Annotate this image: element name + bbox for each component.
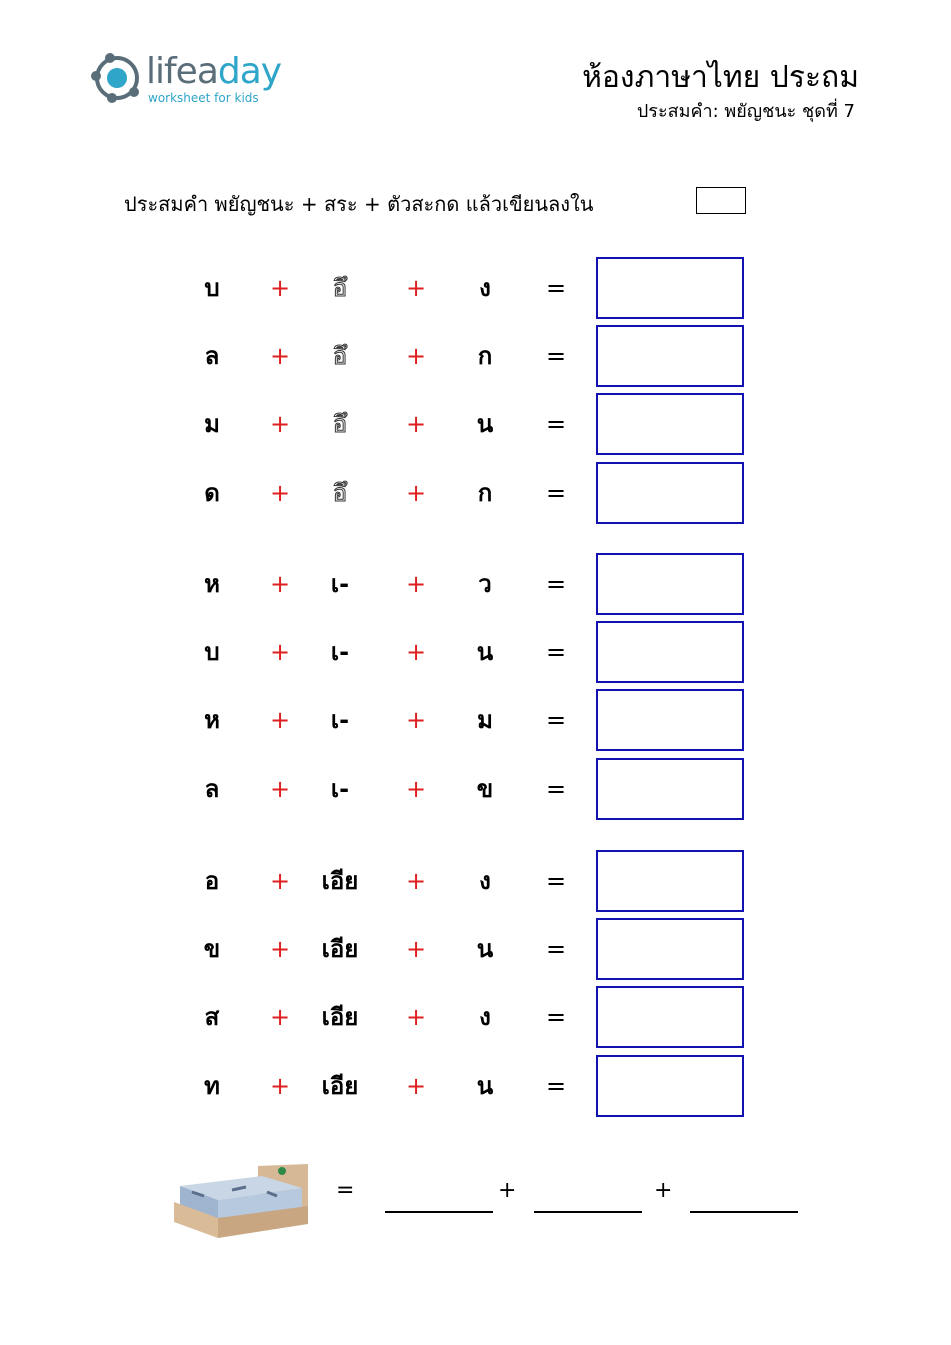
consonant: ท xyxy=(204,1071,220,1100)
instruction-text: ประสมคำ พยัญชนะ + สระ + ตัวสะกด แล้วเขียนลงใน xyxy=(124,192,594,216)
equals-sign: = xyxy=(545,935,567,964)
plus-sign: + xyxy=(269,410,291,439)
consonant: ห xyxy=(204,706,220,735)
plus-sign: + xyxy=(269,1071,291,1100)
vowel: อึ xyxy=(332,274,348,302)
plus-sign: + xyxy=(405,638,427,667)
equals-sign: = xyxy=(545,410,567,439)
equals-sign: = xyxy=(545,774,567,803)
plus-sign: + xyxy=(269,706,291,735)
plus-sign: + xyxy=(269,570,291,598)
plus-sign: + xyxy=(269,774,291,803)
plus-sign: + xyxy=(269,1003,291,1032)
final-consonant: น xyxy=(476,935,494,964)
plus-sign: + xyxy=(269,867,291,895)
picture-plus-2: + xyxy=(654,1178,673,1203)
equals-sign: = xyxy=(545,342,567,371)
equals-sign: = xyxy=(545,570,567,598)
bed-picture xyxy=(172,1162,312,1240)
equals-sign: = xyxy=(545,478,567,507)
logo-mark-icon xyxy=(90,50,144,106)
answer-box[interactable] xyxy=(596,1055,744,1117)
vowel: เ- xyxy=(330,706,350,735)
exercise-row xyxy=(0,257,951,319)
equals-sign: = xyxy=(545,274,567,302)
exercise-row xyxy=(0,393,951,455)
exercise-row xyxy=(0,325,951,387)
lifeaday-logo xyxy=(90,50,300,110)
consonant: ด xyxy=(204,478,220,507)
bed-icon xyxy=(172,1162,312,1240)
page-subtitle: ประสมคำ: พยัญชนะ ชุดที่ 7 xyxy=(636,101,855,122)
consonant: บ xyxy=(204,638,220,667)
vowel: เ- xyxy=(330,774,350,803)
page-title: ห้องภาษาไทย ประถม xyxy=(582,60,859,95)
answer-box[interactable] xyxy=(596,986,744,1048)
exercise-row xyxy=(0,1055,951,1117)
plus-sign: + xyxy=(405,935,427,964)
answer-box[interactable] xyxy=(596,621,744,683)
answer-box[interactable] xyxy=(596,689,744,751)
consonant: ล xyxy=(204,342,220,371)
final-consonant: ข xyxy=(476,774,494,803)
plus-sign: + xyxy=(269,935,291,964)
plus-sign: + xyxy=(269,342,291,371)
answer-box[interactable] xyxy=(596,325,744,387)
picture-equals: = xyxy=(336,1178,355,1203)
answer-box[interactable] xyxy=(596,393,744,455)
final-consonant: น xyxy=(476,1071,494,1100)
answer-blank-1[interactable] xyxy=(385,1211,493,1213)
plus-sign: + xyxy=(269,638,291,667)
plus-sign: + xyxy=(405,570,427,598)
plus-sign: + xyxy=(405,410,427,439)
answer-box[interactable] xyxy=(596,553,744,615)
consonant: อ xyxy=(204,867,220,895)
exercise-row xyxy=(0,918,951,980)
answer-box[interactable] xyxy=(596,462,744,524)
plus-sign: + xyxy=(405,774,427,803)
consonant: ล xyxy=(204,774,220,803)
consonant: ห xyxy=(204,570,220,598)
vowel: เอีย xyxy=(321,935,359,964)
consonant: ข xyxy=(203,935,221,964)
exercise-row xyxy=(0,758,951,820)
vowel: เ- xyxy=(330,570,350,598)
plus-sign: + xyxy=(405,867,427,895)
plus-sign: + xyxy=(405,274,427,302)
plus-sign: + xyxy=(405,478,427,507)
final-consonant: ก xyxy=(477,478,493,507)
equals-sign: = xyxy=(545,1071,567,1100)
answer-box[interactable] xyxy=(596,758,744,820)
vowel: เอีย xyxy=(321,1071,359,1100)
final-consonant: น xyxy=(476,638,494,667)
final-consonant: ว xyxy=(478,570,492,598)
final-consonant: น xyxy=(476,410,494,439)
picture-plus-1: + xyxy=(498,1178,517,1203)
exercise-row xyxy=(0,553,951,615)
final-consonant: ง xyxy=(479,1003,491,1032)
consonant: ม xyxy=(204,410,220,439)
plus-sign: + xyxy=(405,1003,427,1032)
vowel: เอีย xyxy=(321,867,359,895)
equals-sign: = xyxy=(545,867,567,895)
answer-box[interactable] xyxy=(596,850,744,912)
exercise-row xyxy=(0,986,951,1048)
plus-sign: + xyxy=(405,1071,427,1100)
final-consonant: ก xyxy=(477,342,493,371)
plus-sign: + xyxy=(405,706,427,735)
final-consonant: ง xyxy=(479,867,491,895)
answer-blank-2[interactable] xyxy=(534,1211,642,1213)
instruction-box-icon xyxy=(696,187,746,214)
exercise-row xyxy=(0,462,951,524)
final-consonant: ม xyxy=(477,706,493,735)
logo-tagline: worksheet for kids xyxy=(148,91,259,105)
equals-sign: = xyxy=(545,638,567,667)
vowel: เ- xyxy=(330,638,350,667)
vowel: อึ xyxy=(332,410,348,439)
equals-sign: = xyxy=(545,1003,567,1032)
exercise-row xyxy=(0,621,951,683)
vowel: อึ xyxy=(332,478,348,507)
logo-name: lifeaday xyxy=(146,51,282,92)
answer-box[interactable] xyxy=(596,918,744,980)
plus-sign: + xyxy=(405,342,427,371)
exercise-row xyxy=(0,850,951,912)
plus-sign: + xyxy=(269,274,291,302)
equals-sign: = xyxy=(545,706,567,735)
plus-sign: + xyxy=(269,478,291,507)
final-consonant: ง xyxy=(479,274,491,302)
consonant: ส xyxy=(204,1003,220,1032)
vowel: เอีย xyxy=(321,1003,359,1032)
answer-blank-3[interactable] xyxy=(690,1211,798,1213)
exercise-row xyxy=(0,689,951,751)
vowel: อึ xyxy=(332,342,348,371)
consonant: บ xyxy=(204,274,220,302)
answer-box[interactable] xyxy=(596,257,744,319)
